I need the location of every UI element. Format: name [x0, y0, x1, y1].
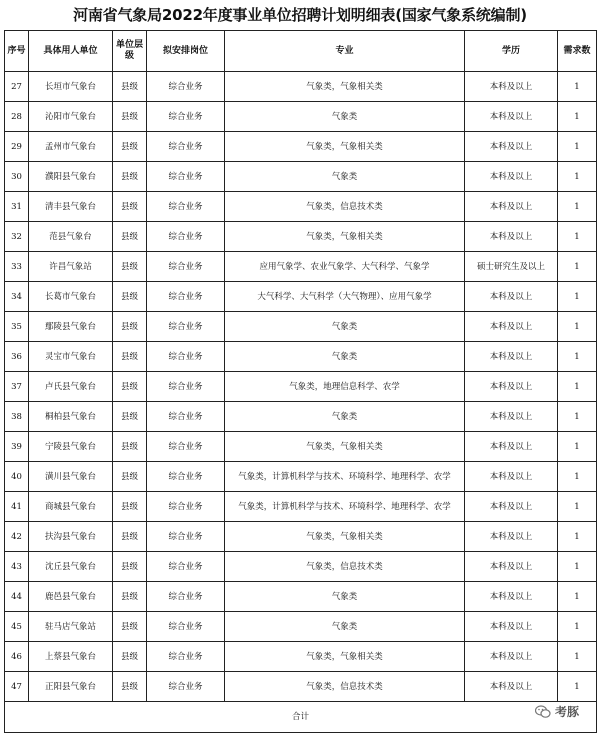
cell-education: 本科及以上	[465, 402, 558, 432]
cell-education: 本科及以上	[465, 612, 558, 642]
cell-education: 本科及以上	[465, 372, 558, 402]
cell-major: 气象类	[225, 162, 465, 192]
cell-education: 本科及以上	[465, 72, 558, 102]
header-unit: 具体用人单位	[29, 31, 113, 72]
cell-level: 县级	[113, 222, 147, 252]
cell-count: 1	[558, 432, 597, 462]
cell-major: 气象类	[225, 402, 465, 432]
cell-no: 30	[5, 162, 29, 192]
cell-no: 40	[5, 462, 29, 492]
watermark-text: 考豚	[554, 705, 579, 719]
cell-position: 综合业务	[147, 282, 225, 312]
cell-position: 综合业务	[147, 162, 225, 192]
cell-no: 28	[5, 102, 29, 132]
cell-position: 综合业务	[147, 462, 225, 492]
cell-position: 综合业务	[147, 132, 225, 162]
table-row	[5, 462, 597, 492]
table-row	[5, 72, 597, 102]
cell-unit: 桐柏县气象台	[29, 402, 113, 432]
cell-education: 本科及以上	[465, 582, 558, 612]
cell-unit: 长垣市气象台	[29, 72, 113, 102]
cell-major: 气象类，气象相关类	[225, 222, 465, 252]
cell-unit: 鹿邑县气象台	[29, 582, 113, 612]
table-row	[5, 522, 597, 552]
cell-major: 气象类，气象相关类	[225, 642, 465, 672]
cell-no: 45	[5, 612, 29, 642]
cell-count: 1	[558, 492, 597, 522]
cell-level: 县级	[113, 132, 147, 162]
cell-count: 1	[558, 612, 597, 642]
cell-position: 综合业务	[147, 402, 225, 432]
cell-position: 综合业务	[147, 552, 225, 582]
cell-unit: 驻马店气象站	[29, 612, 113, 642]
table-row	[5, 552, 597, 582]
cell-major: 气象类	[225, 582, 465, 612]
cell-education: 本科及以上	[465, 312, 558, 342]
cell-no: 37	[5, 372, 29, 402]
page-title: 河南省气象局2022年度事业单位招聘计划明细表(国家气象系统编制)	[73, 6, 527, 24]
table-row	[5, 672, 597, 702]
cell-education: 本科及以上	[465, 342, 558, 372]
cell-count: 1	[558, 282, 597, 312]
cell-level: 县级	[113, 312, 147, 342]
cell-unit: 许昌气象站	[29, 252, 113, 282]
cell-unit: 正阳县气象台	[29, 672, 113, 702]
total-label: 合计	[5, 702, 597, 733]
header-count: 需求数	[558, 31, 597, 72]
cell-no: 36	[5, 342, 29, 372]
cell-level: 县级	[113, 642, 147, 672]
cell-position: 综合业务	[147, 102, 225, 132]
cell-major: 气象类，信息技术类	[225, 192, 465, 222]
header-no: 序号	[5, 31, 29, 72]
cell-education: 本科及以上	[465, 642, 558, 672]
cell-unit: 孟州市气象台	[29, 132, 113, 162]
cell-unit: 潢川县气象台	[29, 462, 113, 492]
cell-education: 本科及以上	[465, 102, 558, 132]
header-level: 单位层级	[113, 31, 147, 72]
table-header-row	[5, 31, 597, 72]
cell-major: 气象类	[225, 102, 465, 132]
cell-education: 本科及以上	[465, 462, 558, 492]
cell-major: 气象类，地理信息科学、农学	[225, 372, 465, 402]
cell-education: 本科及以上	[465, 132, 558, 162]
table-row	[5, 642, 597, 672]
cell-major: 气象类，气象相关类	[225, 522, 465, 552]
cell-count: 1	[558, 312, 597, 342]
cell-no: 43	[5, 552, 29, 582]
cell-level: 县级	[113, 552, 147, 582]
cell-education: 本科及以上	[465, 522, 558, 552]
cell-no: 34	[5, 282, 29, 312]
cell-level: 县级	[113, 162, 147, 192]
table-row	[5, 342, 597, 372]
table-row	[5, 162, 597, 192]
cell-education: 硕士研究生及以上	[465, 252, 558, 282]
cell-count: 1	[558, 162, 597, 192]
cell-position: 综合业务	[147, 312, 225, 342]
cell-level: 县级	[113, 252, 147, 282]
cell-unit: 灵宝市气象台	[29, 342, 113, 372]
cell-position: 综合业务	[147, 372, 225, 402]
cell-unit: 范县气象台	[29, 222, 113, 252]
cell-level: 县级	[113, 372, 147, 402]
cell-count: 1	[558, 102, 597, 132]
cell-level: 县级	[113, 342, 147, 372]
cell-education: 本科及以上	[465, 282, 558, 312]
cell-position: 综合业务	[147, 222, 225, 252]
cell-position: 综合业务	[147, 642, 225, 672]
cell-level: 县级	[113, 522, 147, 552]
table-row	[5, 402, 597, 432]
cell-level: 县级	[113, 462, 147, 492]
table-row	[5, 612, 597, 642]
cell-unit: 商城县气象台	[29, 492, 113, 522]
cell-count: 1	[558, 402, 597, 432]
cell-no: 38	[5, 402, 29, 432]
cell-count: 1	[558, 582, 597, 612]
header-education: 学历	[465, 31, 558, 72]
cell-count: 1	[558, 642, 597, 672]
cell-unit: 长葛市气象台	[29, 282, 113, 312]
cell-unit: 清丰县气象台	[29, 192, 113, 222]
table-row	[5, 132, 597, 162]
cell-major: 应用气象学、农业气象学、大气科学、气象学	[225, 252, 465, 282]
cell-no: 46	[5, 642, 29, 672]
cell-no: 35	[5, 312, 29, 342]
cell-position: 综合业务	[147, 492, 225, 522]
cell-no: 32	[5, 222, 29, 252]
cell-major: 气象类	[225, 312, 465, 342]
cell-no: 42	[5, 522, 29, 552]
cell-level: 县级	[113, 192, 147, 222]
table-row	[5, 492, 597, 522]
cell-level: 县级	[113, 72, 147, 102]
cell-major: 气象类，气象相关类	[225, 132, 465, 162]
cell-major: 气象类，信息技术类	[225, 552, 465, 582]
cell-no: 27	[5, 72, 29, 102]
cell-education: 本科及以上	[465, 552, 558, 582]
cell-count: 1	[558, 342, 597, 372]
cell-position: 综合业务	[147, 672, 225, 702]
cell-position: 综合业务	[147, 342, 225, 372]
cell-count: 1	[558, 252, 597, 282]
cell-education: 本科及以上	[465, 432, 558, 462]
table-row	[5, 222, 597, 252]
table-row	[5, 432, 597, 462]
cell-major: 气象类	[225, 342, 465, 372]
cell-count: 1	[558, 552, 597, 582]
header-major: 专业	[225, 31, 465, 72]
cell-unit: 濮阳县气象台	[29, 162, 113, 192]
cell-level: 县级	[113, 492, 147, 522]
cell-position: 综合业务	[147, 432, 225, 462]
cell-level: 县级	[113, 672, 147, 702]
cell-count: 1	[558, 192, 597, 222]
cell-no: 33	[5, 252, 29, 282]
cell-education: 本科及以上	[465, 162, 558, 192]
cell-count: 1	[558, 222, 597, 252]
recruitment-table	[4, 30, 597, 733]
table-row	[5, 582, 597, 612]
cell-no: 44	[5, 582, 29, 612]
cell-no: 31	[5, 192, 29, 222]
cell-level: 县级	[113, 282, 147, 312]
cell-count: 1	[558, 132, 597, 162]
cell-major: 气象类	[225, 612, 465, 642]
cell-position: 综合业务	[147, 582, 225, 612]
cell-level: 县级	[113, 582, 147, 612]
cell-level: 县级	[113, 402, 147, 432]
wechat-icon	[535, 705, 551, 719]
cell-count: 1	[558, 72, 597, 102]
cell-level: 县级	[113, 102, 147, 132]
cell-unit: 鄢陵县气象台	[29, 312, 113, 342]
cell-unit: 上蔡县气象台	[29, 642, 113, 672]
cell-level: 县级	[113, 432, 147, 462]
cell-major: 气象类，计算机科学与技术、环境科学、地理科学、农学	[225, 462, 465, 492]
cell-position: 综合业务	[147, 252, 225, 282]
table-row	[5, 252, 597, 282]
table-row	[5, 372, 597, 402]
cell-major: 气象类，计算机科学与技术、环境科学、地理科学、农学	[225, 492, 465, 522]
table-row	[5, 102, 597, 132]
cell-position: 综合业务	[147, 72, 225, 102]
cell-major: 气象类，信息技术类	[225, 672, 465, 702]
cell-no: 29	[5, 132, 29, 162]
cell-count: 1	[558, 672, 597, 702]
cell-position: 综合业务	[147, 612, 225, 642]
cell-count: 1	[558, 372, 597, 402]
total-row	[5, 702, 597, 733]
table-row	[5, 312, 597, 342]
cell-no: 47	[5, 672, 29, 702]
table-row	[5, 282, 597, 312]
cell-unit: 沈丘县气象台	[29, 552, 113, 582]
cell-education: 本科及以上	[465, 492, 558, 522]
cell-unit: 沁阳市气象台	[29, 102, 113, 132]
cell-no: 39	[5, 432, 29, 462]
table-row	[5, 192, 597, 222]
cell-position: 综合业务	[147, 522, 225, 552]
cell-count: 1	[558, 462, 597, 492]
watermark	[532, 702, 582, 721]
cell-major: 气象类，气象相关类	[225, 72, 465, 102]
cell-major: 大气科学、大气科学（大气物理）、应用气象学	[225, 282, 465, 312]
cell-unit: 卢氏县气象台	[29, 372, 113, 402]
cell-unit: 扶沟县气象台	[29, 522, 113, 552]
cell-education: 本科及以上	[465, 672, 558, 702]
table-body	[5, 72, 597, 702]
cell-education: 本科及以上	[465, 192, 558, 222]
cell-unit: 宁陵县气象台	[29, 432, 113, 462]
cell-level: 县级	[113, 612, 147, 642]
cell-count: 1	[558, 522, 597, 552]
cell-no: 41	[5, 492, 29, 522]
header-position: 拟安排岗位	[147, 31, 225, 72]
cell-education: 本科及以上	[465, 222, 558, 252]
cell-position: 综合业务	[147, 192, 225, 222]
cell-major: 气象类，气象相关类	[225, 432, 465, 462]
